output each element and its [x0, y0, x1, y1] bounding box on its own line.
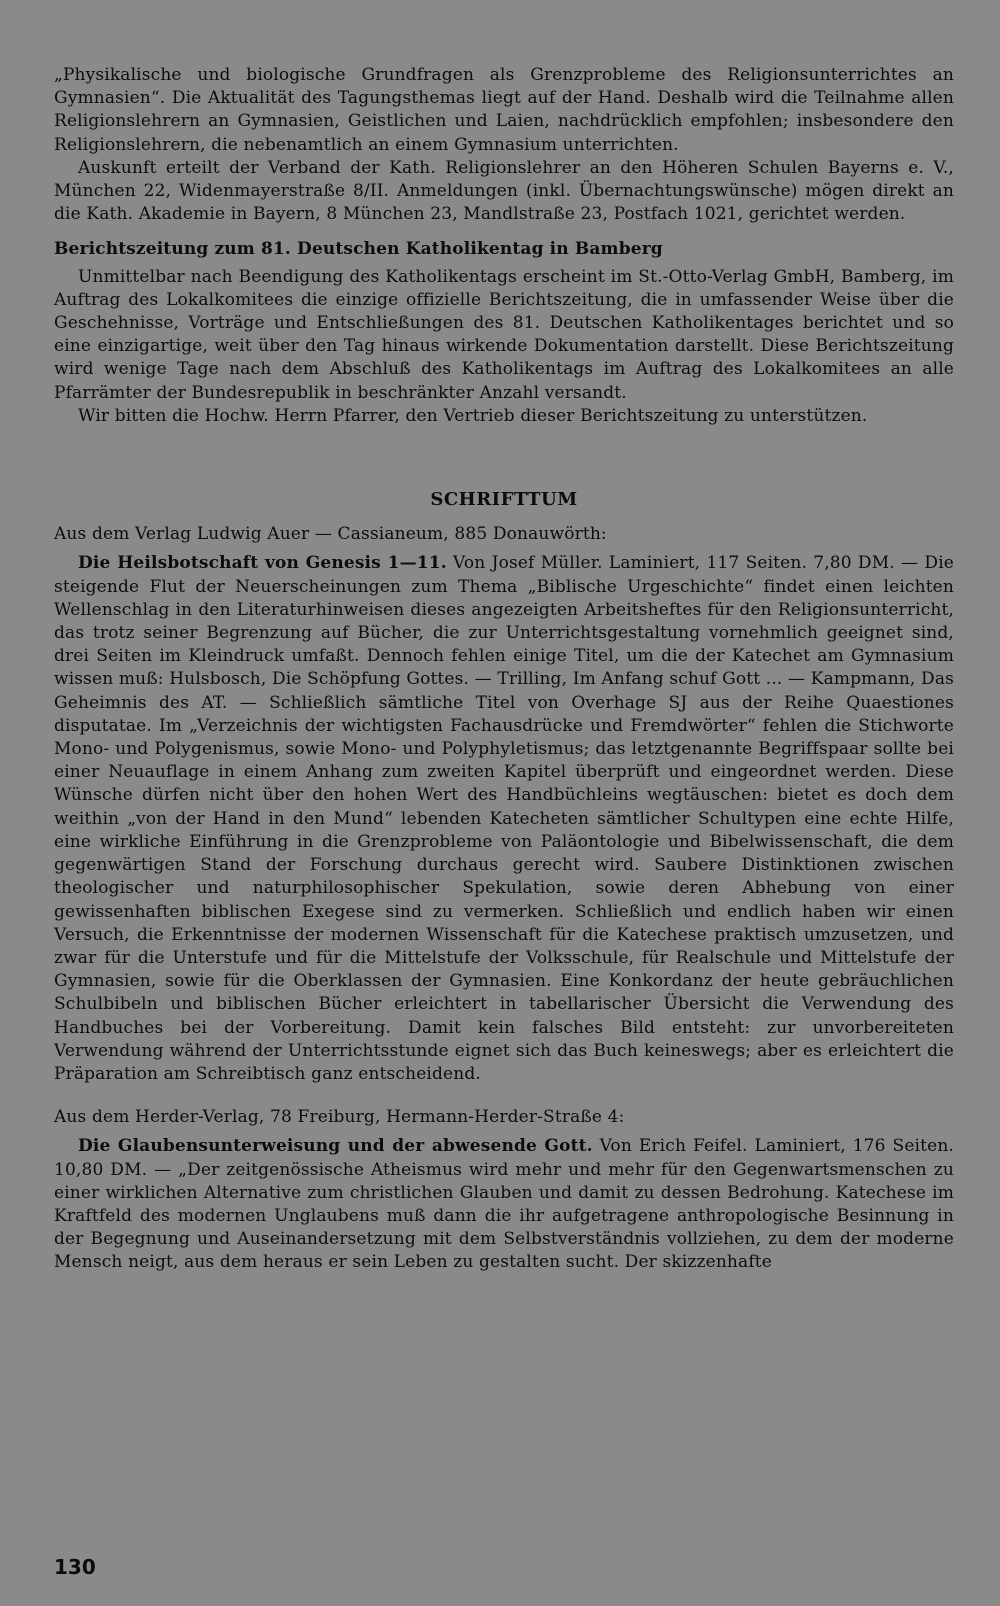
review-2-body: Von Erich Feifel. Laminiert, 176 Seiten. 10,80 DM. — „Der zeitgenössische Atheismus wird mehr und mehr für den Gegenwartsmenschen zu einer wirklichen Alternative zum christlichen Glauben und damit zu dessen Bedrohung. Katechese im Kraftfeld des modernen Unglaubens muß dann die ihr aufgetragene anthropologische Besinnung in der Begegnung und Auseinandersetzung mit dem Selbstverständnis vollziehen, zu dem der moderne Mensch neigt, aus dem heraus er sein Leben zu gestalten sucht. Der skizzenhafte: [54, 1136, 954, 1273]
review-1-publisher: Aus dem Verlag Ludwig Auer — Cassianeum, 885 Donauwörth:: [54, 524, 607, 545]
review-2-text: [54, 1135, 954, 1274]
review-1-text: [54, 552, 954, 1086]
notice-heading: Berichtszeitung zum 81. Deutschen Katholikentag in Bamberg: [54, 239, 663, 260]
page-content: [54, 64, 954, 1275]
review-1-body: Von Josef Müller. Laminiert, 117 Seiten. 7,80 DM. — Die steigende Flut der Neuerscheinungen zum Thema „Biblische Urgeschichte“ findet einen leichten Wellenschlag in den Literaturhinweisen dieses angezeigten Arbeitsheftes für den Religionsunterricht, das trotz seiner Begrenzung auf Bücher, die zur Unterrichtsgestaltung vornehmlich geeignet sind, drei Seiten im Kleindruck umfaßt. Dennoch fehlen einige Titel, um die der Katechet am Gymnasium wissen muß: Hulsbosch, Die Schöpfung Gottes. — Trilling, Im Anfang schuf Gott ... — Kampmann, Das Geheimnis des AT. — Schließlich sämtliche Titel von Overhage SJ aus der Reihe Quaestiones disputatae. Im „Verzeichnis der wichtigsten Fachausdrücke und Fremdwörter“ fehlen die Stichworte Mono- und Polygenismus, sowie Mono- und Polyphyletismus; das letztgenannte Begriffspaar sollte bei einer Neuauflage in einem Anhang zum zweiten Kapitel überprüft und eingeordnet werden. Diese Wünsche dürfen nicht über den hohen Wert des Handbüchleins wegtäuschen: bietet es doch dem weithin „von der Hand in den Mund“ lebenden Katecheten sämtlicher Schultypen eine echte Hilfe, eine wirkliche Einführung in die Grenzprobleme von Paläontologie und Bibelwissenschaft, die dem gegenwärtigen Stand der Forschung durchaus gerecht wird. Saubere Distinktionen zwischen theologischer und naturphilosophischer Spekulation, sowie deren Abhebung von einer gewissenhaften biblischen Exegese sind zu vermerken. Schließlich und endlich haben wir einen Versuch, die Erkenntnisse der modernen Wissenschaft für die Katechese praktisch umzusetzen, und zwar für die Unterstufe und für die Mittelstufe der Volksschule, für Realschule und Mittelstufe der Gymnasien, sowie für die Oberklassen der Gymnasien. Eine Konkordanz der heute gebräuchlichen Schulbibeln und biblischen Bücher erleichtert in tabellarischer Übersicht die Verwendung des Handbuches bei der Vorbereitung. Damit kein falsches Bild entsteht: zur unvorbereiteten Verwendung während der Unterrichtsstunde eignet sich das Buch keineswegs; aber es erleichtert die Präparation am Schreibtisch ganz entscheidend.: [54, 553, 954, 1084]
spacer: [54, 428, 954, 488]
intro-paragraph-2: Auskunft erteilt der Verband der Kath. Religionslehrer an den Höheren Schulen Bayerns e. V., München 22, Widenmayerstraße 8/II. Anmeldungen (inkl. Übernachtungswünsche) mögen direkt an die Kath. Akademie in Bayern, 8 München 23, Mandlstraße 23, Postfach 1021, gerichtet werden.: [54, 157, 954, 225]
review-1-book-title: Die Heilsbotschaft von Genesis 1—11.: [78, 553, 447, 574]
review-2-publisher: Aus dem Herder-Verlag, 78 Freiburg, Hermann-Herder-Straße 4:: [54, 1107, 625, 1128]
review-2-book-title: Die Glaubensunterweisung und der abwesende Gott.: [78, 1136, 593, 1157]
section-title: SCHRIFTTUM: [430, 489, 578, 511]
notice-paragraph-2: Wir bitten die Hochw. Herrn Pfarrer, den Vertrieb dieser Berichtszeitung zu unterstützen.: [78, 405, 868, 426]
spacer: [54, 226, 954, 238]
intro-paragraph-1: „Physikalische und biologische Grundfragen als Grenzprobleme des Religionsunterrichtes an Gymnasien“. Die Aktualität des Tagungsthemas liegt auf der Hand. Deshalb wird die Teilnahme allen Religionslehrern an Gymnasien, Geistlichen und Laien, nachdrücklich empfohlen; insbesondere den Religionslehrern, die nebenamtlich an einem Gymnasium unterrichten.: [54, 65, 954, 155]
notice-paragraph-1: Unmittelbar nach Beendigung des Katholikentags erscheint im St.-Otto-Verlag GmbH, Bamberg, im Auftrag des Lokalkomitees die einzige offizielle Berichtszeitung, die in umfassender Weise über die Geschehnisse, Vorträge und Entschließungen des 81. Deutschen Katholikentages berichtet und so eine einzigartige, weit über den Tag hinaus wirkende Dokumentation darstellt. Diese Berichtszeitung wird wenige Tage nach dem Abschluß des Katholikentags im Auftrag des Lokalkomitees an alle Pfarrämter der Bundesrepublik in beschränkter Anzahl versandt.: [54, 266, 954, 403]
page-number: 130: [54, 1555, 96, 1579]
spacer: [54, 1086, 954, 1106]
